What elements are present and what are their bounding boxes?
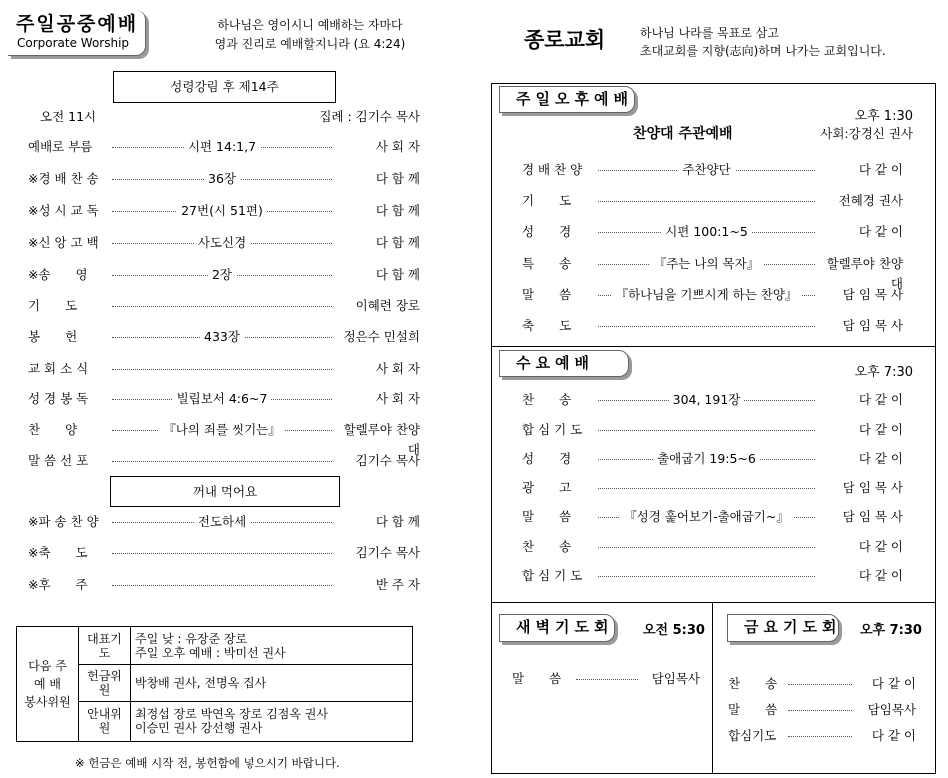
order-label: 말 씀 [522, 287, 572, 302]
order-detail: 전도하세 [194, 514, 250, 529]
verse-line-1: 하나님은 영이시니 예배하는 자마다 [217, 18, 403, 32]
order-leader [596, 285, 817, 305]
order-row [28, 296, 420, 316]
verse-line-2: 영과 진리로 예배할지니라 (요 4:24) [214, 37, 406, 51]
order-leader [108, 201, 336, 221]
afternoon-title: 주일오후예배 [516, 90, 633, 108]
order-leader-name: 담 임 목 사 [842, 318, 903, 333]
order-leader [108, 169, 336, 189]
order-row [28, 359, 420, 379]
dotted-leader [576, 679, 638, 680]
order-row [28, 575, 420, 595]
service-committee-table [16, 626, 413, 742]
order-leader [108, 327, 336, 347]
officiant: 집례 : 김기수 목사 [319, 109, 420, 124]
dotted-leader [598, 201, 815, 202]
dotted-leader [112, 553, 332, 554]
committee-members: 최정섭 장로 박연옥 장로 김점옥 권사 이승민 권사 강선행 권사 [131, 701, 413, 741]
order-leader-name: 할렐루야 찬양대 [826, 256, 903, 291]
wednesday-panel [491, 346, 936, 602]
order-label: 말 씀 [522, 509, 572, 524]
dawn-title: 새벽기도회 [516, 618, 614, 636]
order-label: ※송 영 [28, 267, 88, 282]
committee-members: 박창배 권사, 전명옥 집사 [131, 665, 413, 701]
order-detail: 사도신경 [194, 235, 250, 250]
order-leader-name: 사 회 자 [375, 139, 420, 154]
order-leader-name: 김기수 목사 [355, 453, 420, 468]
church-motto-2: 초대교회를 지향(志向)하며 나가는 교회입니다. [640, 44, 886, 58]
order-leader-name: 할렐루야 찬양대 [343, 422, 420, 457]
order-label: 찬 송 [728, 676, 778, 691]
order-leader-name: 다 같 이 [858, 568, 903, 583]
dotted-leader [788, 736, 852, 737]
order-leader-name: 담 임 목 사 [842, 480, 903, 495]
order-detail: 시편 14:1,7 [184, 139, 260, 154]
order-label: 말 씀 [728, 702, 778, 717]
order-row [522, 507, 903, 527]
dotted-leader [112, 461, 332, 462]
page-subtitle: Corporate Worship [17, 36, 130, 50]
committee-header: 다음 주 예 배 봉사위원 [17, 627, 79, 742]
order-leader-name: 전혜경 권사 [838, 193, 903, 208]
order-row [28, 327, 420, 347]
order-label: 찬 송 [522, 539, 572, 554]
order-leader-name: 김기수 목사 [355, 545, 420, 560]
dotted-leader [112, 306, 332, 307]
order-detail: 시편 100:1~5 [661, 224, 752, 239]
order-label: 성 경 [522, 224, 572, 239]
order-row [522, 566, 903, 586]
order-label: 찬 양 [28, 422, 78, 437]
order-leader-name: 다 같 이 [858, 451, 903, 466]
order-leader-name: 다 같 이 [858, 422, 903, 437]
order-row [28, 137, 420, 157]
page-title: 주일공중예배 [16, 13, 139, 35]
order-label: 봉 헌 [28, 329, 78, 344]
order-leader [108, 512, 336, 532]
order-detail: 『성경 훑어보기-출애굽기~』 [620, 509, 793, 524]
order-detail: 『주는 나의 목자』 [650, 256, 763, 271]
order-row [522, 537, 903, 557]
order-leader-name: 다 함 께 [375, 235, 420, 250]
dotted-leader [598, 576, 815, 577]
order-label: ※신 앙 고 백 [28, 235, 99, 250]
order-leader-name: 다 함 께 [375, 203, 420, 218]
order-row [28, 543, 420, 563]
order-label: 합심기도 [728, 728, 777, 743]
order-leader-name: 사 회 자 [375, 391, 420, 406]
order-label: 교 회 소 식 [28, 361, 89, 376]
order-leader-name: 사 회 자 [375, 361, 420, 376]
order-leader [108, 389, 336, 409]
order-label: ※축 도 [28, 545, 88, 560]
church-name: 종로교회 [524, 28, 606, 52]
friday-title: 금요기도회 [744, 618, 842, 636]
order-leader-name: 반 주 자 [375, 577, 420, 592]
dotted-leader [788, 710, 852, 711]
order-detail: 433장 [200, 329, 244, 344]
order-row [522, 420, 903, 440]
offering-footnote: ※ 헌금은 예배 시작 전, 봉헌함에 넣으시기 바랍니다. [75, 756, 340, 770]
order-row [28, 233, 420, 253]
order-detail: 주찬양단 [678, 162, 734, 177]
committee-role: 대표기도 [79, 627, 131, 665]
dotted-leader [112, 369, 332, 370]
dawn-time: 오전 5:30 [643, 623, 705, 638]
order-leader [596, 449, 817, 469]
order-detail: 2장 [208, 267, 236, 282]
order-label: 말 씀 [512, 671, 562, 686]
order-label: ※경 배 찬 송 [28, 171, 99, 186]
order-detail: 『나의 죄를 씻기는』 [159, 422, 284, 437]
order-detail: 빌립보서 4:6~7 [173, 391, 272, 406]
order-detail: 304, 191장 [669, 392, 745, 407]
order-leader-name: 이혜련 장로 [355, 298, 420, 313]
order-leader-name: 다 함 께 [375, 171, 420, 186]
order-label: 축 도 [522, 318, 572, 333]
afternoon-host: 사회:강경신 권사 [820, 126, 913, 141]
order-leader [108, 233, 336, 253]
order-label: 합 심 기 도 [522, 568, 583, 583]
order-leader-name: 다 함 께 [375, 514, 420, 529]
order-leader-name: 다 같 이 [858, 539, 903, 554]
order-leader [108, 137, 336, 157]
committee-role: 안내위원 [79, 701, 131, 741]
order-row [522, 390, 903, 410]
order-leader-name: 다 함 께 [375, 267, 420, 282]
order-row [522, 254, 903, 291]
order-leader [108, 265, 336, 285]
dotted-leader [598, 547, 815, 548]
order-row [522, 449, 903, 469]
wednesday-title: 수요예배 [516, 354, 594, 372]
order-label: 성 경 [522, 451, 572, 466]
week-label: 성령강림 후 제14주 [113, 71, 336, 103]
order-row [28, 169, 420, 189]
order-row [512, 669, 700, 689]
service-time: 오전 11시 [40, 109, 97, 124]
dotted-leader [598, 488, 815, 489]
order-row [728, 700, 916, 720]
dotted-leader [598, 326, 815, 327]
order-detail: 36장 [204, 171, 240, 186]
order-row [522, 478, 903, 498]
dotted-leader [788, 684, 852, 685]
order-row [28, 201, 420, 221]
order-leader [596, 222, 817, 242]
order-detail: 27번(시 51편) [177, 203, 267, 218]
order-leader-name: 다 같 이 [858, 392, 903, 407]
friday-time: 오후 7:30 [860, 623, 922, 638]
order-label: 기 도 [28, 298, 78, 313]
order-label: 특 송 [522, 256, 572, 271]
order-leader-name: 다 같 이 [871, 728, 916, 743]
order-label: 경 배 찬 양 [522, 162, 583, 177]
order-label: 합 심 기 도 [522, 422, 583, 437]
order-label: 성 경 봉 독 [28, 391, 89, 406]
committee-role: 헌금위원 [79, 665, 131, 701]
order-label: 찬 송 [522, 392, 572, 407]
order-row [522, 285, 903, 305]
order-row [28, 265, 420, 285]
order-label: 기 도 [522, 193, 572, 208]
order-row [28, 512, 420, 532]
order-leader [596, 254, 817, 274]
afternoon-heading: 찬양대 주관예배 [633, 126, 733, 142]
committee-members: 주일 낮 : 유장준 장로 주일 오후 예배 : 박미선 권사 [131, 627, 413, 665]
church-motto-1: 하나님 나라를 목표로 삼고 [640, 26, 779, 40]
order-leader-name: 다 같 이 [858, 224, 903, 239]
order-label: 광 고 [522, 480, 572, 495]
order-detail: 출애굽기 19:5~6 [653, 451, 760, 466]
order-leader-name: 담 임 목 사 [842, 509, 903, 524]
order-label: ※파 송 찬 양 [28, 514, 99, 529]
order-row [728, 726, 916, 746]
order-leader [596, 160, 817, 180]
order-leader [108, 420, 336, 440]
order-row [522, 191, 903, 211]
wednesday-time: 오후 7:30 [854, 365, 913, 380]
order-row [28, 451, 420, 471]
order-leader-name: 담임목사 [651, 671, 700, 686]
order-label: 예배로 부름 [28, 139, 93, 154]
order-row [28, 420, 420, 457]
order-row [522, 160, 903, 180]
order-leader-name: 다 같 이 [858, 162, 903, 177]
order-leader-name: 담 임 목 사 [842, 287, 903, 302]
order-label: ※성 시 교 독 [28, 203, 99, 218]
order-leader-name: 정은수 민설희 [343, 329, 420, 344]
order-row [28, 389, 420, 409]
order-leader [596, 507, 817, 527]
afternoon-time: 오후 1:30 [854, 109, 913, 124]
order-label: ※후 주 [28, 577, 88, 592]
order-leader-name: 다 같 이 [871, 676, 916, 691]
order-row [522, 222, 903, 242]
dotted-leader [598, 430, 815, 431]
order-row [522, 316, 903, 336]
order-leader-name: 담임목사 [867, 702, 916, 717]
dotted-leader [112, 585, 332, 586]
order-row [728, 674, 916, 694]
sermon-title: 꺼내 먹어요 [110, 476, 340, 507]
order-label: 말 씀 선 포 [28, 453, 89, 468]
order-detail: 『하나님을 기쁘시게 하는 찬양』 [612, 287, 802, 302]
order-leader [596, 390, 817, 410]
